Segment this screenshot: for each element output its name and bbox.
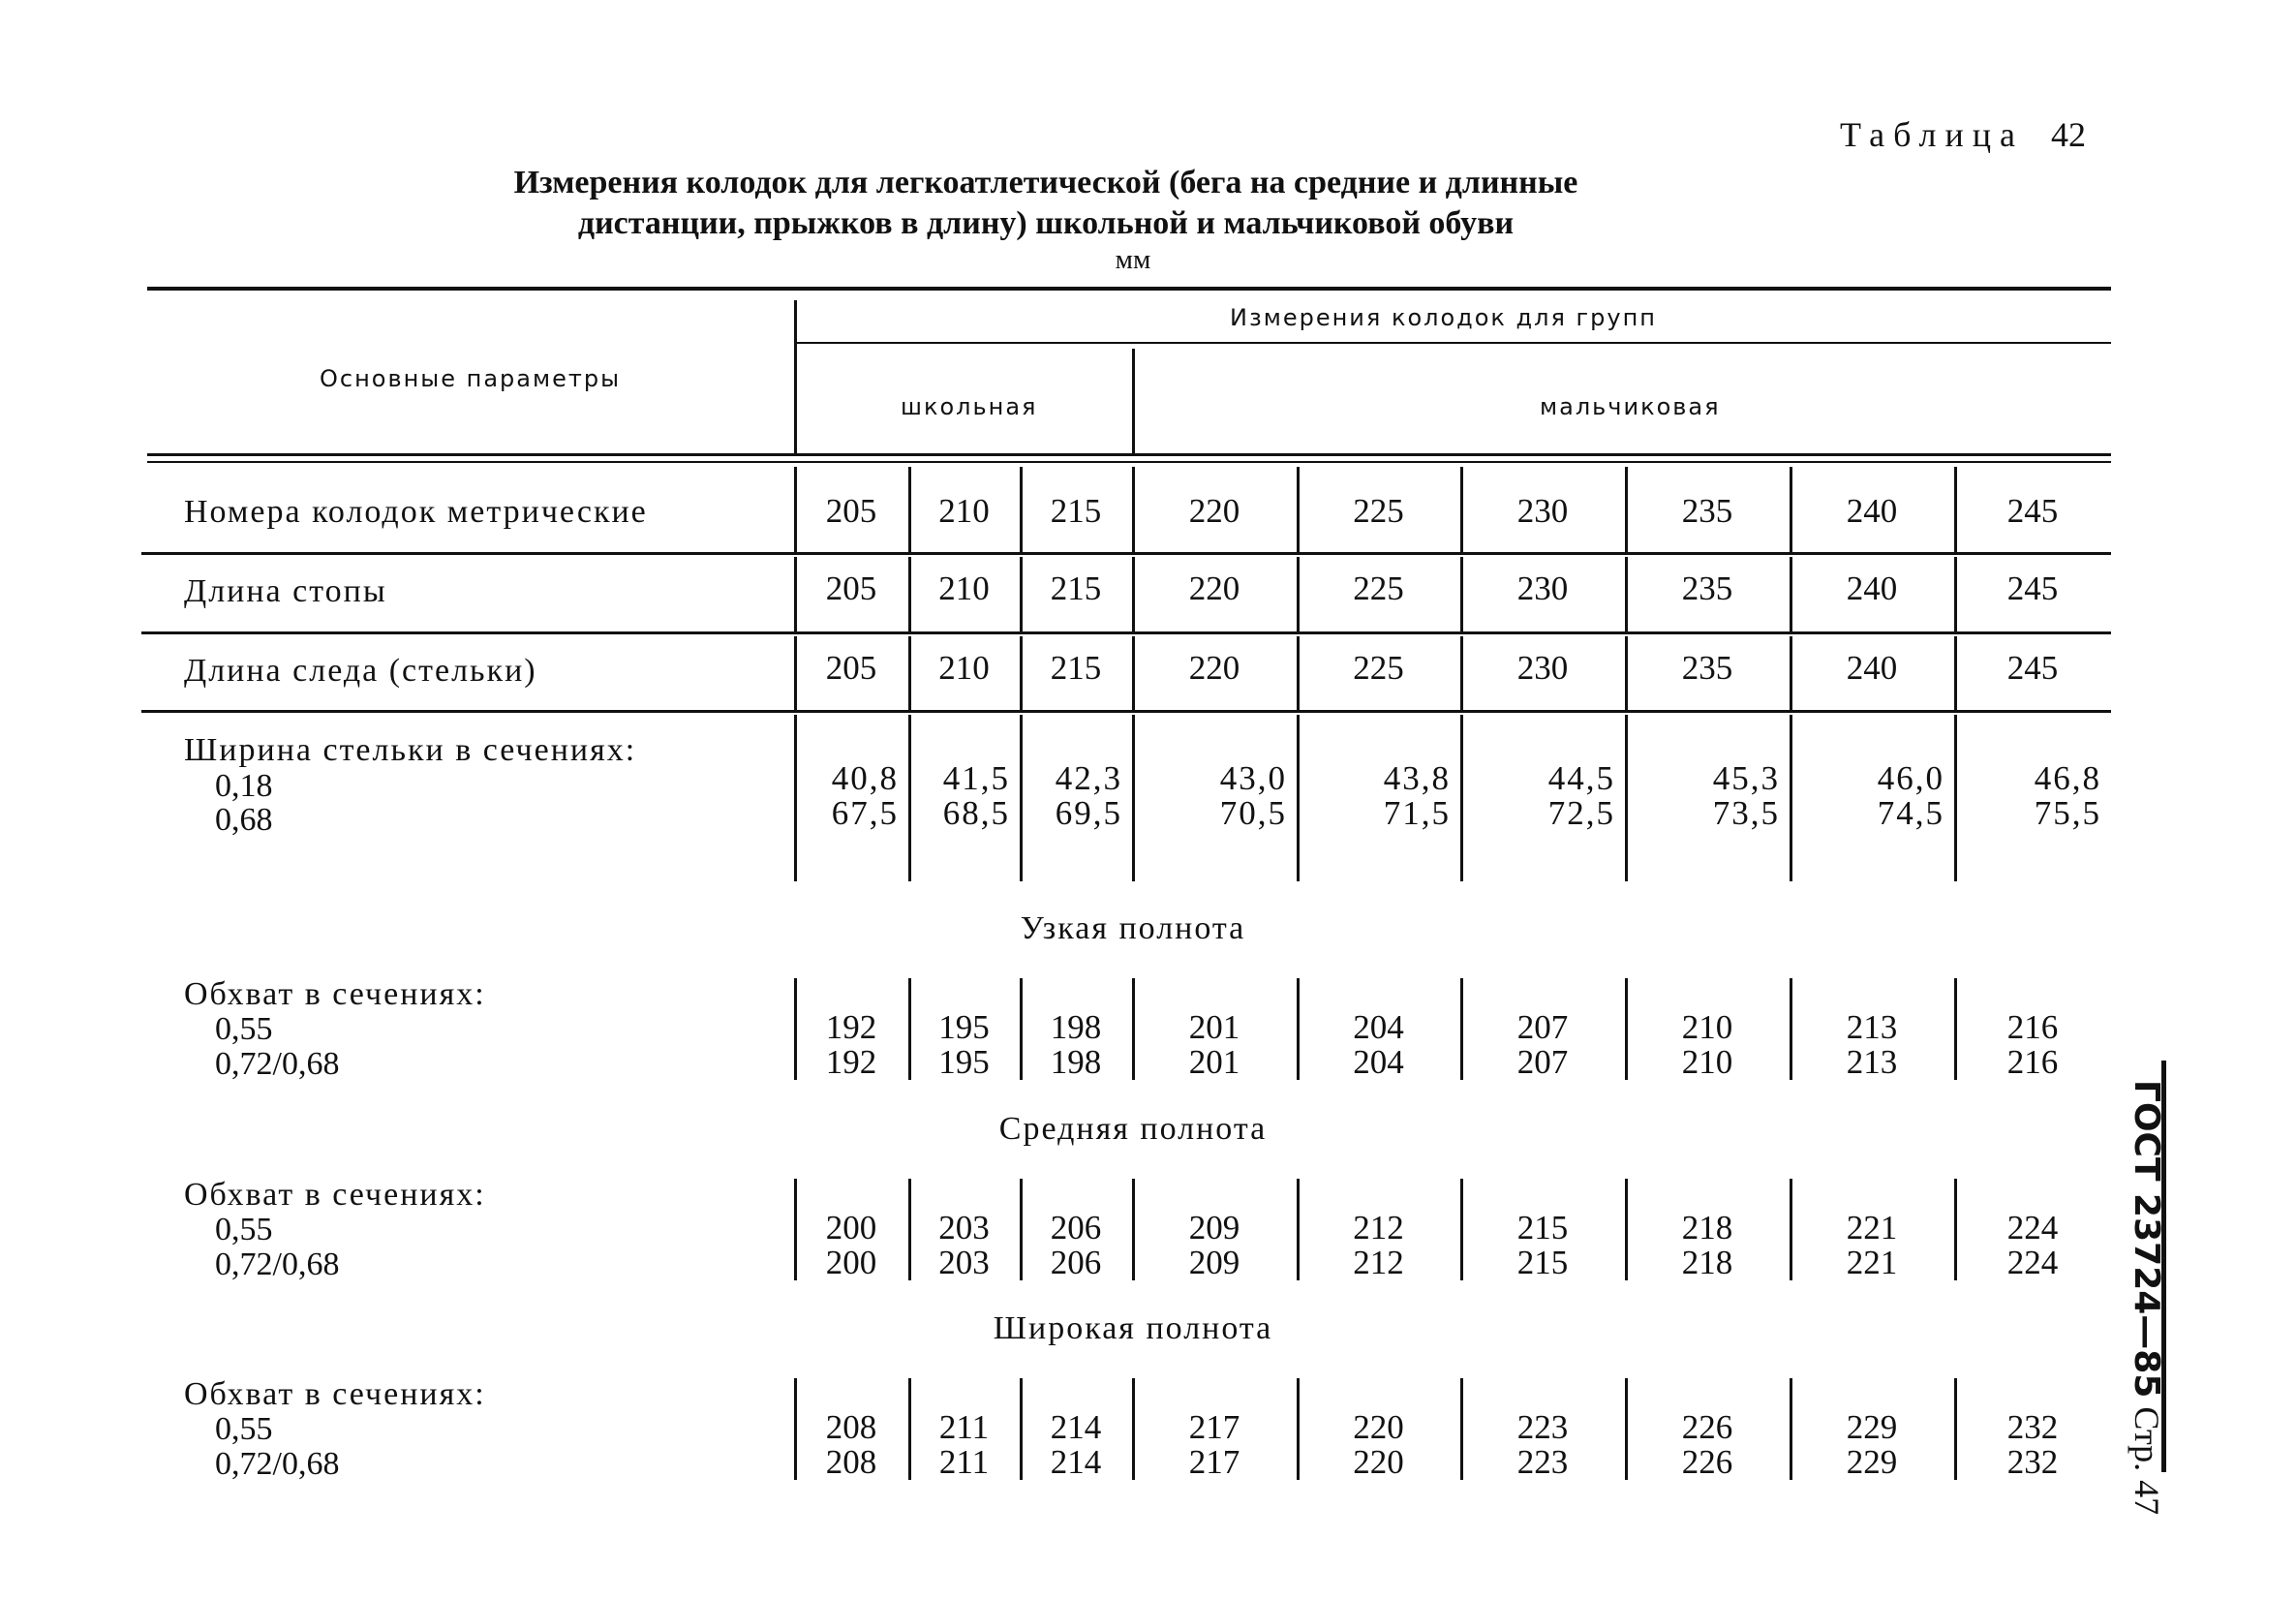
full-2-v2-cell: 211: [938, 1443, 990, 1481]
full-0-v1-cell: 204: [1353, 1008, 1404, 1046]
row-0-cell: 205: [825, 492, 877, 530]
full-0-v1-cell: 192: [825, 1008, 877, 1046]
row-1-cell: 245: [2006, 569, 2059, 607]
full-2-v2-cell: 223: [1516, 1443, 1569, 1481]
group-boys-header: мальчиковая: [1540, 393, 1721, 420]
full-0-v2-cell: 201: [1188, 1043, 1240, 1081]
header-bottom-rule: [147, 453, 2111, 456]
title-line-1: Измерения колодок для легкоатлетической (бега на средние и длинные: [513, 165, 1578, 200]
row-1-cell: 215: [1050, 569, 1102, 607]
full-label-0: Обхват в сечениях:: [184, 976, 486, 1012]
full-2-v2-cell: 208: [825, 1443, 877, 1481]
row-label-2: Длина следа (стельки): [184, 653, 537, 689]
table-number: 42: [2050, 115, 2086, 154]
full-0-v1-cell: 195: [938, 1008, 990, 1046]
full-0-v2-cell: 192: [825, 1043, 877, 1081]
section-title-2: Широкая полнота: [993, 1310, 1273, 1346]
title-line-2: дистанции, прыжков в длину) школьной и мальчиковой обуви: [577, 205, 1515, 241]
full-1-v2-cell: 203: [938, 1244, 990, 1281]
full-0-v1-cell: 198: [1050, 1008, 1102, 1046]
full-1-v2-cell: 221: [1846, 1244, 1898, 1281]
width-v2-cell: 70,5: [1219, 794, 1287, 832]
full-sub2-1: 0,72/0,68: [215, 1246, 340, 1282]
full-2-v2-cell: 232: [2006, 1443, 2059, 1481]
side-page: Стр. 47: [2128, 1406, 2166, 1516]
width-v2-cell: 74,5: [1877, 794, 1944, 832]
full-0-v2-cell: 195: [938, 1043, 990, 1081]
full-0-v2-cell: 216: [2006, 1043, 2059, 1081]
full-1-v1-cell: 218: [1681, 1209, 1733, 1246]
width-label: Ширина стельки в сечениях:: [184, 732, 637, 768]
width-v1-cell: 44,5: [1547, 759, 1615, 797]
full-label-2: Обхват в сечениях:: [184, 1376, 486, 1412]
row-0-cell: 235: [1681, 492, 1733, 530]
section-title-1: Средняя полнота: [998, 1111, 1268, 1147]
width-v1-cell: 43,8: [1383, 759, 1451, 797]
full-2-v2-cell: 217: [1188, 1443, 1240, 1481]
row-1-cell: 230: [1516, 569, 1569, 607]
full-1-v1-cell: 206: [1050, 1209, 1102, 1246]
params-header: Основные параметры: [320, 365, 622, 392]
width-v1-cell: 45,3: [1712, 759, 1780, 797]
full-2-v1-cell: 223: [1516, 1408, 1569, 1446]
row-1-cell: 235: [1681, 569, 1733, 607]
section-title-0: Узкая полнота: [1020, 910, 1246, 946]
width-v2-cell: 68,5: [942, 794, 1010, 832]
row-2-cell: 240: [1846, 649, 1898, 687]
width-v2-cell: 67,5: [831, 794, 899, 832]
full-1-v1-cell: 209: [1188, 1209, 1240, 1246]
full-0-v2-cell: 213: [1846, 1043, 1898, 1081]
row-0-cell: 225: [1353, 492, 1404, 530]
full-2-v1-cell: 217: [1188, 1408, 1240, 1446]
width-v1-cell: 46,8: [2034, 759, 2101, 797]
top-rule: [147, 287, 2111, 291]
header-bottom-rule-2: [147, 461, 2111, 463]
full-0-v2-cell: 207: [1516, 1043, 1569, 1081]
row-2-cell: 210: [938, 649, 990, 687]
full-sub2-2: 0,72/0,68: [215, 1446, 340, 1482]
full-1-v2-cell: 215: [1516, 1244, 1569, 1281]
full-0-v1-cell: 216: [2006, 1008, 2059, 1046]
row-1-cell: 220: [1188, 569, 1240, 607]
full-0-v1-cell: 210: [1681, 1008, 1733, 1046]
full-2-v1-cell: 211: [938, 1408, 990, 1446]
full-2-v1-cell: 229: [1846, 1408, 1898, 1446]
row-2-cell: 225: [1353, 649, 1404, 687]
full-2-v1-cell: 220: [1353, 1408, 1404, 1446]
full-2-v1-cell: 226: [1681, 1408, 1733, 1446]
width-v1-cell: 42,3: [1055, 759, 1122, 797]
row-0-cell: 210: [938, 492, 990, 530]
row-1-cell: 205: [825, 569, 877, 607]
full-0-v1-cell: 207: [1516, 1008, 1569, 1046]
group-school-header: школьная: [901, 393, 1038, 420]
row-0-cell: 240: [1846, 492, 1898, 530]
width-v2-cell: 73,5: [1712, 794, 1780, 832]
row-label-0: Номера колодок метрические: [184, 494, 648, 530]
full-1-v2-cell: 224: [2006, 1244, 2059, 1281]
full-label-1: Обхват в сечениях:: [184, 1177, 486, 1213]
row-1-cell: 210: [938, 569, 990, 607]
row-0-cell: 220: [1188, 492, 1240, 530]
full-2-v1-cell: 214: [1050, 1408, 1102, 1446]
width-v1-cell: 40,8: [831, 759, 899, 797]
full-1-v1-cell: 215: [1516, 1209, 1569, 1246]
full-0-v1-cell: 201: [1188, 1008, 1240, 1046]
full-1-v1-cell: 221: [1846, 1209, 1898, 1246]
row-0-cell: 245: [2006, 492, 2059, 530]
full-2-v2-cell: 214: [1050, 1443, 1102, 1481]
width-v2-cell: 71,5: [1383, 794, 1451, 832]
row-2-cell: 230: [1516, 649, 1569, 687]
full-sub1-2: 0,55: [215, 1411, 273, 1447]
row-2-cell: 245: [2006, 649, 2059, 687]
side-note: [2127, 1080, 2167, 1516]
full-1-v1-cell: 212: [1353, 1209, 1404, 1246]
row-rule-1: [141, 552, 2111, 555]
full-1-v2-cell: 206: [1050, 1244, 1102, 1281]
table-word: Таблица: [1840, 115, 2024, 154]
school-boys-divider: [1132, 349, 1135, 455]
row-2-cell: 220: [1188, 649, 1240, 687]
full-2-v2-cell: 226: [1681, 1443, 1733, 1481]
width-v1-cell: 41,5: [942, 759, 1010, 797]
full-1-v2-cell: 212: [1353, 1244, 1404, 1281]
width-v2-cell: 69,5: [1055, 794, 1122, 832]
full-2-v2-cell: 220: [1353, 1443, 1404, 1481]
width-v1-cell: 43,0: [1219, 759, 1287, 797]
width-sub-1: 0,18: [215, 768, 273, 804]
full-sub1-0: 0,55: [215, 1011, 273, 1047]
full-1-v2-cell: 209: [1188, 1244, 1240, 1281]
full-1-v2-cell: 200: [825, 1244, 877, 1281]
row-0-cell: 215: [1050, 492, 1102, 530]
full-2-v1-cell: 232: [2006, 1408, 2059, 1446]
row-1-cell: 225: [1353, 569, 1404, 607]
full-0-v2-cell: 204: [1353, 1043, 1404, 1081]
side-standard: ГОСТ 23724—85: [2127, 1080, 2166, 1399]
table-title: [291, 163, 1801, 244]
full-0-v2-cell: 210: [1681, 1043, 1733, 1081]
row-2-cell: 235: [1681, 649, 1733, 687]
full-1-v2-cell: 218: [1681, 1244, 1733, 1281]
full-sub1-1: 0,55: [215, 1212, 273, 1247]
table-label: [1840, 114, 2086, 155]
full-1-v1-cell: 203: [938, 1209, 990, 1246]
full-1-v1-cell: 224: [2006, 1209, 2059, 1246]
row-label-1: Длина стопы: [184, 573, 387, 609]
row-rule-3: [141, 710, 2111, 713]
full-0-v2-cell: 198: [1050, 1043, 1102, 1081]
row-rule-2: [141, 631, 2111, 634]
params-divider: [794, 300, 797, 455]
row-0-cell: 230: [1516, 492, 1569, 530]
full-sub2-0: 0,72/0,68: [215, 1046, 340, 1082]
full-1-v1-cell: 200: [825, 1209, 877, 1246]
unit-label: мм: [1115, 244, 1151, 275]
full-2-v2-cell: 229: [1846, 1443, 1898, 1481]
row-2-cell: 205: [825, 649, 877, 687]
full-2-v1-cell: 208: [825, 1408, 877, 1446]
row-1-cell: 240: [1846, 569, 1898, 607]
full-0-v1-cell: 213: [1846, 1008, 1898, 1046]
width-v2-cell: 75,5: [2034, 794, 2101, 832]
width-sub-2: 0,68: [215, 802, 273, 838]
row-2-cell: 215: [1050, 649, 1102, 687]
groups-header: Измерения колодок для групп: [1230, 304, 1657, 331]
groups-rule: [796, 342, 2111, 344]
width-v1-cell: 46,0: [1877, 759, 1944, 797]
width-v2-cell: 72,5: [1547, 794, 1615, 832]
